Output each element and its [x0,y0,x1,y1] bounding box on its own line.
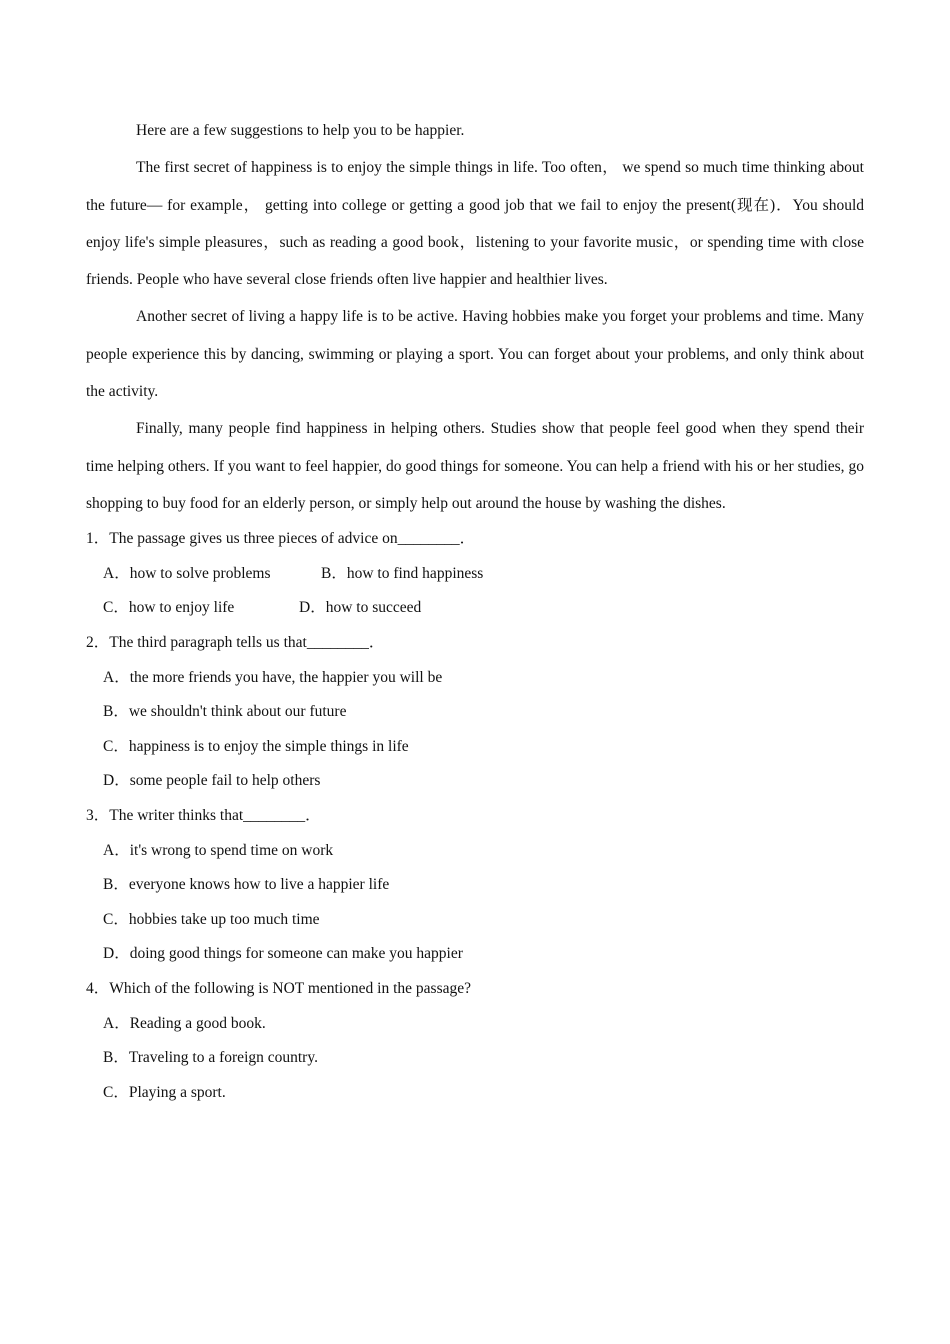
question-text: Which of the following is NOT mentioned in the passage? [109,979,471,997]
option-letter: D． [103,945,130,963]
option-letter: B． [103,876,129,894]
question-stem [86,799,864,834]
option-letter: C． [103,599,129,617]
option-b[interactable] [321,557,483,592]
passage-paragraph: Another secret of living a happy life is to be active. Having hobbies make you forget your problems and time. Many people experience this by dancing, swimming or playing a sport. You can forget about your problems, and only think about the activity. [86,308,864,401]
option-text: the more friends you have, the happier you will be [129,668,443,686]
options-row [86,591,864,626]
option-letter: D． [103,772,130,790]
question-text: The third paragraph tells us that________． [109,634,385,652]
option-d[interactable] [86,764,864,799]
option-letter: B． [103,703,129,721]
option-text: how to find happiness [346,564,484,582]
option-letter: A． [103,841,130,859]
option-text: hobbies take up too much time [128,910,320,928]
option-letter: A． [103,668,130,686]
option-letter: C． [103,910,129,928]
question-1 [86,522,864,626]
option-text: doing good things for someone can make you happier [129,945,463,963]
option-letter: C． [103,737,129,755]
option-b[interactable] [86,695,864,730]
question-stem [86,972,864,1007]
option-text: some people fail to help others [129,772,321,790]
option-letter: A． [103,1014,130,1032]
option-text: how to succeed [325,599,422,617]
option-letter: B． [321,564,347,582]
question-2 [86,626,864,799]
option-b[interactable] [86,868,864,903]
options-row [86,557,864,592]
question-3 [86,799,864,972]
option-c[interactable] [86,730,864,765]
question-text: The passage gives us three pieces of advice on________． [109,530,476,548]
option-letter: C． [103,1083,129,1101]
question-number: 2． [86,634,110,652]
question-4 [86,972,864,1110]
option-c[interactable] [103,591,299,626]
option-text: Traveling to a foreign country. [128,1049,318,1067]
passage-paragraph: Finally, many people find happiness in helping others. Studies show that people feel good when they spend their time helping others. If you want to feel happier, do good things for someone. You can help a friend with his or her studies, go shopping to buy food for an elderly person, or simply help out around the house by washing the dishes. [86,420,864,512]
option-a[interactable] [86,661,864,696]
option-text: how to solve problems [129,564,271,582]
option-letter: D． [299,599,326,617]
option-a[interactable] [86,1007,864,1042]
option-b[interactable] [86,1041,864,1076]
question-stem [86,522,864,557]
reading-passage [86,112,864,522]
option-text: happiness is to enjoy the simple things in life [128,737,409,755]
option-c[interactable] [86,903,864,938]
question-number: 4． [86,979,110,997]
option-text: we shouldn't think about our future [128,703,347,721]
question-number: 3． [86,807,110,825]
option-letter: A． [103,564,130,582]
option-text: everyone knows how to live a happier life [128,876,390,894]
passage-paragraph: Here are a few suggestions to help you to be happier. [136,122,465,139]
option-text: how to enjoy life [128,599,235,617]
option-d[interactable] [299,591,421,626]
document-page [86,112,864,1110]
passage-paragraph: The first secret of happiness is to enjoy the simple things in life. Too often， we spend so much time thinking about the future— for example， getting into college or getting a good job that we fail to enjoy the present(现在)．You should enjoy life's simple pleasures，such as reading a good book，listening to your favorite music，or spending time with close friends. People who have several close friends often live happier and healthier lives. [86,159,864,289]
option-text: Playing a sport. [128,1083,226,1101]
option-a[interactable] [86,834,864,869]
question-number: 1． [86,530,110,548]
option-d[interactable] [86,937,864,972]
option-letter: B． [103,1049,129,1067]
option-c[interactable] [86,1076,864,1111]
option-a[interactable] [103,557,321,592]
option-text: it's wrong to spend time on work [129,841,334,859]
option-text: Reading a good book. [129,1014,266,1032]
question-stem [86,626,864,661]
question-text: The writer thinks that________． [109,807,321,825]
